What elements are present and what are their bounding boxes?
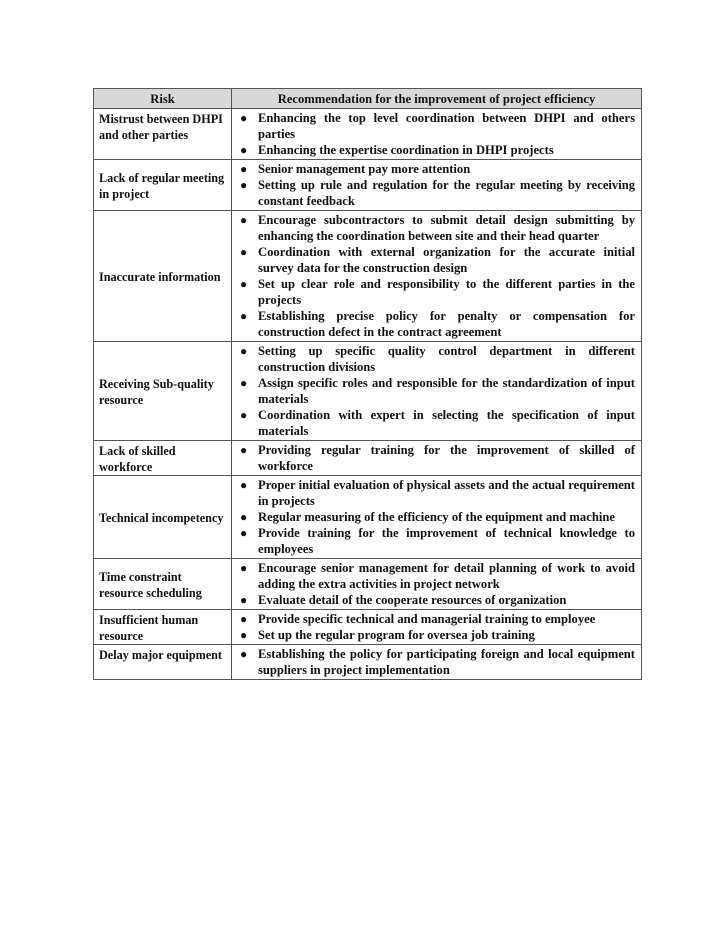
recommendation-cell — [232, 645, 642, 680]
recommendation-cell — [232, 476, 642, 559]
recommendation-list — [232, 110, 641, 158]
risk-recommendation-table — [93, 88, 642, 680]
list-item — [232, 244, 641, 276]
list-item — [232, 560, 641, 592]
recommendation-list — [232, 646, 641, 678]
recommendation-text: Establishing the policy for participating foreign and local equipment suppliers in project implementation — [258, 647, 635, 677]
list-item — [232, 110, 641, 142]
recommendation-list — [232, 212, 641, 340]
risk-cell: Receiving Sub-quality resource — [94, 342, 232, 441]
recommendation-text: Set up the regular program for oversea job training — [258, 628, 535, 642]
list-item — [232, 308, 641, 340]
recommendation-text: Senior management pay more attention — [258, 162, 471, 176]
header-recommendation: Recommendation for the improvement of project efficiency — [232, 89, 642, 109]
bullet-icon: ● — [240, 245, 248, 259]
risk-cell: Insufficient human resource — [94, 610, 232, 645]
risk-cell: Delay major equipment — [94, 645, 232, 680]
table-row — [94, 109, 642, 160]
list-item — [232, 611, 641, 627]
bullet-icon: ● — [240, 510, 248, 524]
recommendation-text: Setting up specific quality control department in different construction divisions — [258, 344, 635, 374]
list-item — [232, 442, 641, 474]
bullet-icon: ● — [240, 376, 248, 390]
list-item — [232, 177, 641, 209]
bullet-icon: ● — [240, 143, 248, 157]
risk-cell: Inaccurate information — [94, 211, 232, 342]
risk-cell: Time constraint resource scheduling — [94, 559, 232, 610]
recommendation-list — [232, 343, 641, 439]
table-row — [94, 559, 642, 610]
risk-cell: Lack of regular meeting in project — [94, 160, 232, 211]
recommendation-text: Assign specific roles and responsible for the standardization of input materials — [258, 376, 635, 406]
table-row — [94, 476, 642, 559]
recommendation-list — [232, 477, 641, 557]
header-risk: Risk — [94, 89, 232, 109]
recommendation-cell — [232, 211, 642, 342]
list-item — [232, 142, 641, 158]
recommendation-text: Coordination with expert in selecting the specification of input materials — [258, 408, 635, 438]
recommendation-text: Provide training for the improvement of technical knowledge to employees — [258, 526, 635, 556]
recommendation-text: Evaluate detail of the cooperate resources of organization — [258, 593, 567, 607]
table-row — [94, 441, 642, 476]
bullet-icon: ● — [240, 628, 248, 642]
recommendation-text: Setting up rule and regulation for the regular meeting by receiving constant feedback — [258, 178, 635, 208]
recommendation-list — [232, 611, 641, 643]
recommendation-cell — [232, 610, 642, 645]
table-row — [94, 645, 642, 680]
recommendation-list — [232, 442, 641, 474]
bullet-icon: ● — [240, 111, 248, 125]
recommendation-list — [232, 560, 641, 608]
bullet-icon: ● — [240, 344, 248, 358]
list-item — [232, 477, 641, 509]
recommendation-text: Provide specific technical and managerial training to employee — [258, 612, 596, 626]
recommendation-text: Enhancing the top level coordination between DHPI and others parties — [258, 111, 635, 141]
recommendation-text: Set up clear role and responsibility to the different parties in the projects — [258, 277, 635, 307]
recommendation-cell — [232, 559, 642, 610]
recommendation-cell — [232, 160, 642, 211]
recommendation-text: Encourage subcontractors to submit detail design submitting by enhancing the coordination between site and their head quarter — [258, 213, 635, 243]
bullet-icon: ● — [240, 561, 248, 575]
bullet-icon: ● — [240, 612, 248, 626]
list-item — [232, 276, 641, 308]
risk-cell: Technical incompetency — [94, 476, 232, 559]
bullet-icon: ● — [240, 526, 248, 540]
list-item — [232, 375, 641, 407]
bullet-icon: ● — [240, 593, 248, 607]
list-item — [232, 407, 641, 439]
recommendation-text: Coordination with external organization for the accurate initial survey data for the construction design — [258, 245, 635, 275]
list-item — [232, 627, 641, 643]
bullet-icon: ● — [240, 408, 248, 422]
recommendation-text: Encourage senior management for detail planning of work to avoid adding the extra activities in project network — [258, 561, 635, 591]
list-item — [232, 343, 641, 375]
recommendation-text: Enhancing the expertise coordination in DHPI projects — [258, 143, 554, 157]
recommendation-text: Establishing precise policy for penalty or compensation for construction defect in the contract agreement — [258, 309, 635, 339]
recommendation-text: Regular measuring of the efficiency of the equipment and machine — [258, 510, 615, 524]
risk-cell: Lack of skilled workforce — [94, 441, 232, 476]
list-item — [232, 592, 641, 608]
bullet-icon: ● — [240, 162, 248, 176]
recommendation-list — [232, 161, 641, 209]
recommendation-text: Providing regular training for the improvement of skilled of workforce — [258, 443, 635, 473]
recommendation-cell — [232, 342, 642, 441]
bullet-icon: ● — [240, 478, 248, 492]
bullet-icon: ● — [240, 277, 248, 291]
table-row — [94, 211, 642, 342]
table-header-row — [94, 89, 642, 109]
bullet-icon: ● — [240, 178, 248, 192]
list-item — [232, 509, 641, 525]
table-row — [94, 342, 642, 441]
list-item — [232, 525, 641, 557]
bullet-icon: ● — [240, 443, 248, 457]
table-row — [94, 160, 642, 211]
recommendation-cell — [232, 441, 642, 476]
risk-cell: Mistrust between DHPI and other parties — [94, 109, 232, 160]
list-item — [232, 161, 641, 177]
list-item — [232, 646, 641, 678]
table-row — [94, 610, 642, 645]
list-item — [232, 212, 641, 244]
bullet-icon: ● — [240, 213, 248, 227]
bullet-icon: ● — [240, 647, 248, 661]
recommendation-text: Proper initial evaluation of physical assets and the actual requirement in projects — [258, 478, 635, 508]
recommendation-cell — [232, 109, 642, 160]
bullet-icon: ● — [240, 309, 248, 323]
